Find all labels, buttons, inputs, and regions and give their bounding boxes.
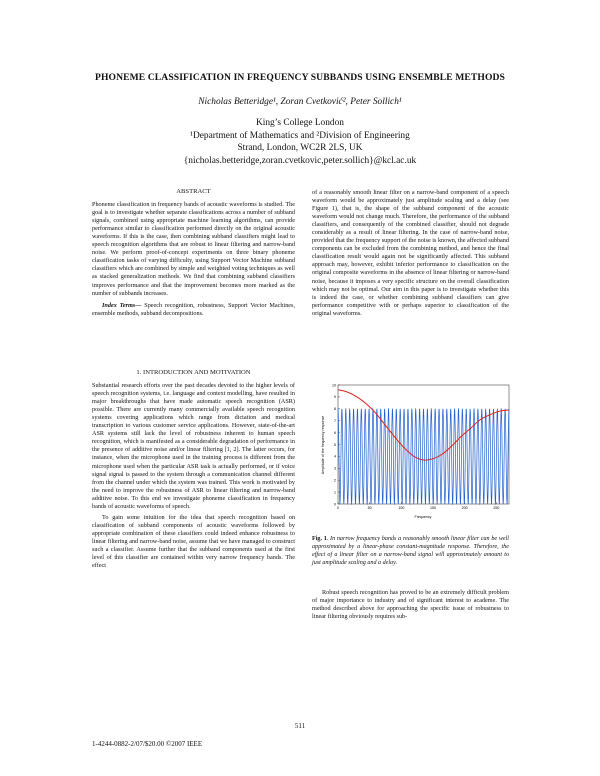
column-2-text-lower — [312, 589, 509, 621]
x-tick-label: 150 — [430, 506, 436, 510]
y-tick-label: 3 — [334, 466, 336, 471]
affiliation-line: ¹Department of Mathematics and ²Division of Engineering — [190, 130, 410, 141]
index-terms-text: Speech recognition, robustness, Support Vector Machines, ensemble methods, subband decompositions. — [92, 301, 295, 317]
y-tick-label: 6 — [334, 430, 336, 435]
intro-paragraph-2: To gain some intuition for the idea that speech recognition based on classification of subband components of acoustic waveforms followed by appropriate combination of these classifiers could indeed enhance robustness to linear filtering and narrow-band noise, assume that we have managed to construct such a classifier. Assume further that the subband components used at the first level of this classifier are contained within very narrow frequency bands. The effect — [92, 513, 295, 570]
page-number: 511 — [294, 722, 306, 730]
col2-paragraph-2: Robust speech recognition has proved to be an extremely difficult problem of major importance to industry and of significant interest to academe. The method described above for approaching the specific issue of robustness to linear filtering obviously requires sub- — [312, 589, 509, 621]
x-tick-label: 50 — [367, 506, 372, 510]
figure-1-caption — [312, 535, 509, 567]
y-tick-label: 2 — [334, 478, 336, 483]
figure-1-chart — [312, 379, 512, 519]
y-tick-label: 10 — [332, 383, 336, 388]
x-tick-label: 250 — [493, 506, 500, 510]
x-tick-label: 0 — [337, 506, 339, 510]
affiliation — [0, 117, 600, 167]
abstract-text: Phoneme classification in frequency bands of acoustic waveforms is studied. The goal is to investigate whether separate classifications across a number of subband signals, combined using appropriate machine learning algorithms, can provide performance similar to classification performed directly on the original acoustic waveforms. If this is the case, then combining subband classifiers might lead to speech recognition algorithms that are robust to linear filtering and narrow-band noise. We perform proof-of-concept experiments on three binary phoneme classification tasks of varying difficulty, using Support Vector Machine subband classifiers which are combined by simple and weighted voting techniques as well as stacked generalization methods. We find that combining subband classifiers improves performance and that the improvement becomes more marked as the number of subbands increases. — [92, 201, 295, 297]
y-axis-label: Amplitude of the frequency response — [321, 415, 325, 475]
col2-paragraph-1: of a reasonably smooth linear filter on a narrow-band component of a speech waveform would be approximately just amplitude scaling and a delay (see Figure 1), that is, the shape of the subband component of the acoustic waveform would not change much. Therefore, the performance of the subband classifiers, and consequently of the combined classifier, should not degrade considerably as a result of linear filtering. In the case of narrow-band noise, provided that the frequency support of the noise is known, the affected subband components can be excluded from the combining method, and hence the final classification result would again not be significantly affected. This subband approach may, however, exhibit inferior performance to classification on the original composite waveforms in the absence of linear filtering or narrow-band noise, because it imposes a very specific structure on the overall classification which may not be optimal. Our aim in this paper is to investigate whether this is indeed the case, or whether combining subband classifiers can give performance competitive with or perhaps superior to classification of the original waveforms. — [312, 189, 509, 317]
index-terms — [92, 302, 295, 318]
intro-paragraph-1: Substantial research efforts over the past decades devoted to the higher levels of speech recognition systems, i.e. language and context modelling, have resulted in major breakthroughs that have made automatic speech recognition (ASR) possible. There are currently many commercially available speech recognition systems covering applications which range from dictation and medical transcription to various customer service applications. However, state-of-the-art ASR systems still lack the level of robustness inherent to human speech recognition, which is manifested as a considerable degradation of performance in the presence of additive noise and/or linear filtering [1, 2]. The latter occurs, for instance, when the microphone used in the training process is different from the microphone used when the particular ASR task is actually performed, or if voice signal signal is passed to the system through a communication channel different from the channel under which the system was trained. This work is motivated by the need to improve the robustness of ASR to linear filtering and narrow-band additive noise. To this end we investigate phoneme classification in frequency bands of acoustic waveforms of speech. — [92, 382, 295, 510]
y-tick-label: 4 — [334, 454, 336, 459]
section-heading: 1. INTRODUCTION AND MOTIVATION — [136, 369, 251, 376]
abstract-block — [92, 188, 295, 318]
authors: Nicholas Betteridge¹, Zoran Cvetković², Peter Sollich¹ — [198, 97, 402, 107]
y-tick-label: 8 — [334, 407, 336, 412]
y-tick-label: 7 — [334, 419, 336, 423]
x-tick-label: 200 — [461, 506, 468, 510]
section-introduction — [92, 369, 295, 570]
paper-title: PHONEME CLASSIFICATION IN FREQUENCY SUBBANDS USING ENSEMBLE METHODS — [95, 72, 505, 83]
y-tick-label: 9 — [334, 395, 336, 400]
affiliation-line: Strand, London, WC2R 2LS, UK — [237, 143, 363, 153]
affiliation-line: King’s College London — [255, 118, 344, 128]
copyright-footer: 1-4244-0882-2/07/$20.00 ©2007 IEEE — [92, 740, 203, 748]
caption-label: Fig. 1 — [312, 536, 327, 542]
y-tick-label: 5 — [334, 442, 336, 447]
column-2-text — [312, 189, 509, 318]
abstract-heading: ABSTRACT — [176, 188, 211, 195]
affiliation-line: {nicholas.betteridge,zoran.cvetkovic,peter.sollich}@kcl.ac.uk — [183, 155, 417, 166]
x-tick-label: 100 — [398, 506, 405, 510]
x-axis-label: Frequency — [414, 515, 432, 519]
y-tick-label: 1 — [334, 490, 336, 495]
y-tick-label: 0 — [334, 502, 336, 507]
caption-text: . In narrow frequency bands a reasonably smooth linear filter can be well approximated by a linear-phase constant-magnitude response. Therefore, the effect of a linear filter on a narrow-band signal will approximately amount to just amplitude scaling and a delay. — [312, 536, 509, 566]
index-terms-label: Index Terms— — [102, 301, 142, 309]
